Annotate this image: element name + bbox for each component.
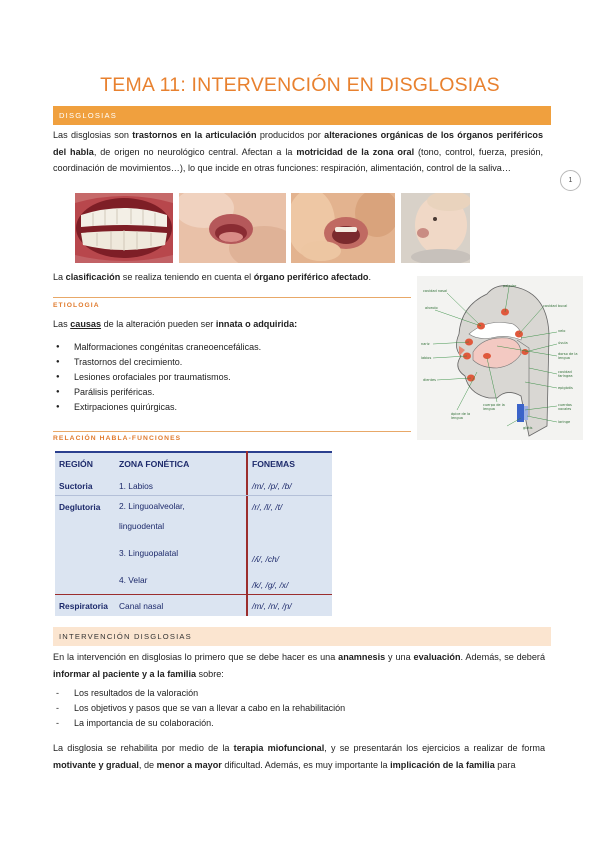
causes-list	[56, 340, 396, 415]
diagram-label: úvula	[558, 341, 568, 345]
page-number-badge: 1	[560, 170, 581, 191]
diagram-label: cavidad faríngea	[558, 370, 573, 378]
etiologia-rule	[53, 297, 411, 298]
diagram-label: epiglotis	[558, 386, 573, 390]
therapy-paragraph: La disglosia se rehabilita por medio de la terapia miofuncional, y se presentarán los ejercicios a realizar de forma motivante y gradual, de menor a mayor dificultad. Además, es muy importante la implicación de la familia para	[53, 743, 545, 770]
diagram-label: cavidad nasal	[423, 289, 448, 293]
section-bar-disglosias: DISGLOSIAS	[53, 106, 551, 125]
diagram-label: dorso de la lengua	[558, 352, 578, 360]
table-cell-region: Respiratoria	[59, 601, 108, 611]
list-item: ● Malformaciones congénitas craneoencefálicas.	[56, 340, 396, 355]
diagram-label: paladar	[503, 284, 517, 288]
diagram-label: velo	[558, 329, 566, 333]
list-item: - Los objetivos y pasos que se van a llevar a cabo en la rehabilitación	[56, 701, 536, 716]
table-cell-fonemas: /k/, /g/, /x/	[252, 580, 289, 590]
table-cell-region: Deglutoria	[59, 502, 101, 512]
table-cell-zona: 2. Linguoalveolar, linguodental	[119, 501, 185, 531]
intro-paragraph: Las disglosias son trastornos en la articulación producidos por alteraciones orgánicas de los órganos periféricos del habla, de origen no neurológico central. Afectan a la motricidad de la zona oral (tono, control, fuerza, presión, coordinación de movimientos…), lo que incide en otras funciones: respiración, alimentación, control de la saliva…	[53, 130, 544, 173]
diagram-label: glotis	[523, 426, 533, 430]
diagram-label: laringe	[558, 420, 571, 424]
baby-mouth-photo	[179, 193, 286, 263]
table-cell-fonemas: /m/, /p/, /b/	[252, 481, 292, 491]
list-item: - La importancia de su colaboración.	[56, 716, 536, 731]
phonetic-table	[55, 451, 332, 616]
mouth-exam-photo	[291, 193, 395, 263]
table-cell-region: Suctoria	[59, 481, 93, 491]
table-cell-zona: 4. Velar	[119, 575, 148, 585]
table-cell-zona: 1. Labios	[119, 481, 153, 491]
table-cell-zona: Canal nasal	[119, 601, 164, 611]
list-item: - Los resultados de la valoración	[56, 686, 536, 701]
section-bar-intervencion: INTERVENCIÓN DISGLOSIAS	[53, 627, 551, 646]
table-cell-fonemas: /m/, /n/, /ɲ/	[252, 601, 292, 611]
table-cell-zona: 3. Linguopalatal	[119, 548, 179, 558]
diagram-label: ápice de la lengua	[451, 412, 471, 420]
list-item: ● Lesiones orofaciales por traumatismos.	[56, 370, 396, 385]
table-cell-fonemas: /r/, /l/, /t/	[252, 502, 283, 512]
table-header-zona: ZONA FONÉTICA	[119, 459, 190, 469]
diagram-label: cuerpo de la lengua	[483, 403, 505, 411]
intervention-list	[56, 686, 536, 731]
baby-profile-photo	[401, 193, 470, 263]
list-item: ● Extirpaciones quirúrgicas.	[56, 400, 396, 415]
list-item: ● Trastornos del crecimiento.	[56, 355, 396, 370]
relacion-rule	[53, 431, 411, 432]
section-title-etiologia: ETIOLOGIA	[53, 302, 100, 309]
diagram-label: nariz	[421, 342, 430, 346]
table-cell-fonemas: /ʎ/, /ch/	[252, 554, 279, 564]
intervention-paragraph: En la intervención en disglosias lo primero que se debe hacer es una anamnesis y una evaluación. Además, se deberá informar al paciente y a la familia sobre:	[53, 652, 545, 679]
classification-text: La clasificación se realiza teniendo en cuenta el órgano periférico afectado.	[53, 272, 371, 282]
list-item: ● Parálisis periféricas.	[56, 385, 396, 400]
teeth-photo	[75, 193, 173, 263]
table-header-region: REGIÓN	[59, 459, 93, 469]
page-title: TEMA 11: INTERVENCIÓN EN DISGLOSIAS	[100, 74, 500, 96]
causes-text: Las causas de la alteración pueden ser innata o adquirida:	[53, 319, 298, 329]
speech-organs-diagram	[417, 276, 583, 440]
diagram-label: dientes	[423, 378, 436, 382]
table-header-fonemas: FONEMAS	[252, 459, 295, 469]
diagram-label: cuerdas vocales	[558, 403, 572, 411]
diagram-label: alveolo	[425, 306, 438, 310]
diagram-label: labios	[421, 356, 432, 360]
diagram-label: cavidad bucal	[543, 304, 568, 308]
section-title-relacion: RELACIÓN HABLA-FUNCIONES	[53, 435, 182, 442]
